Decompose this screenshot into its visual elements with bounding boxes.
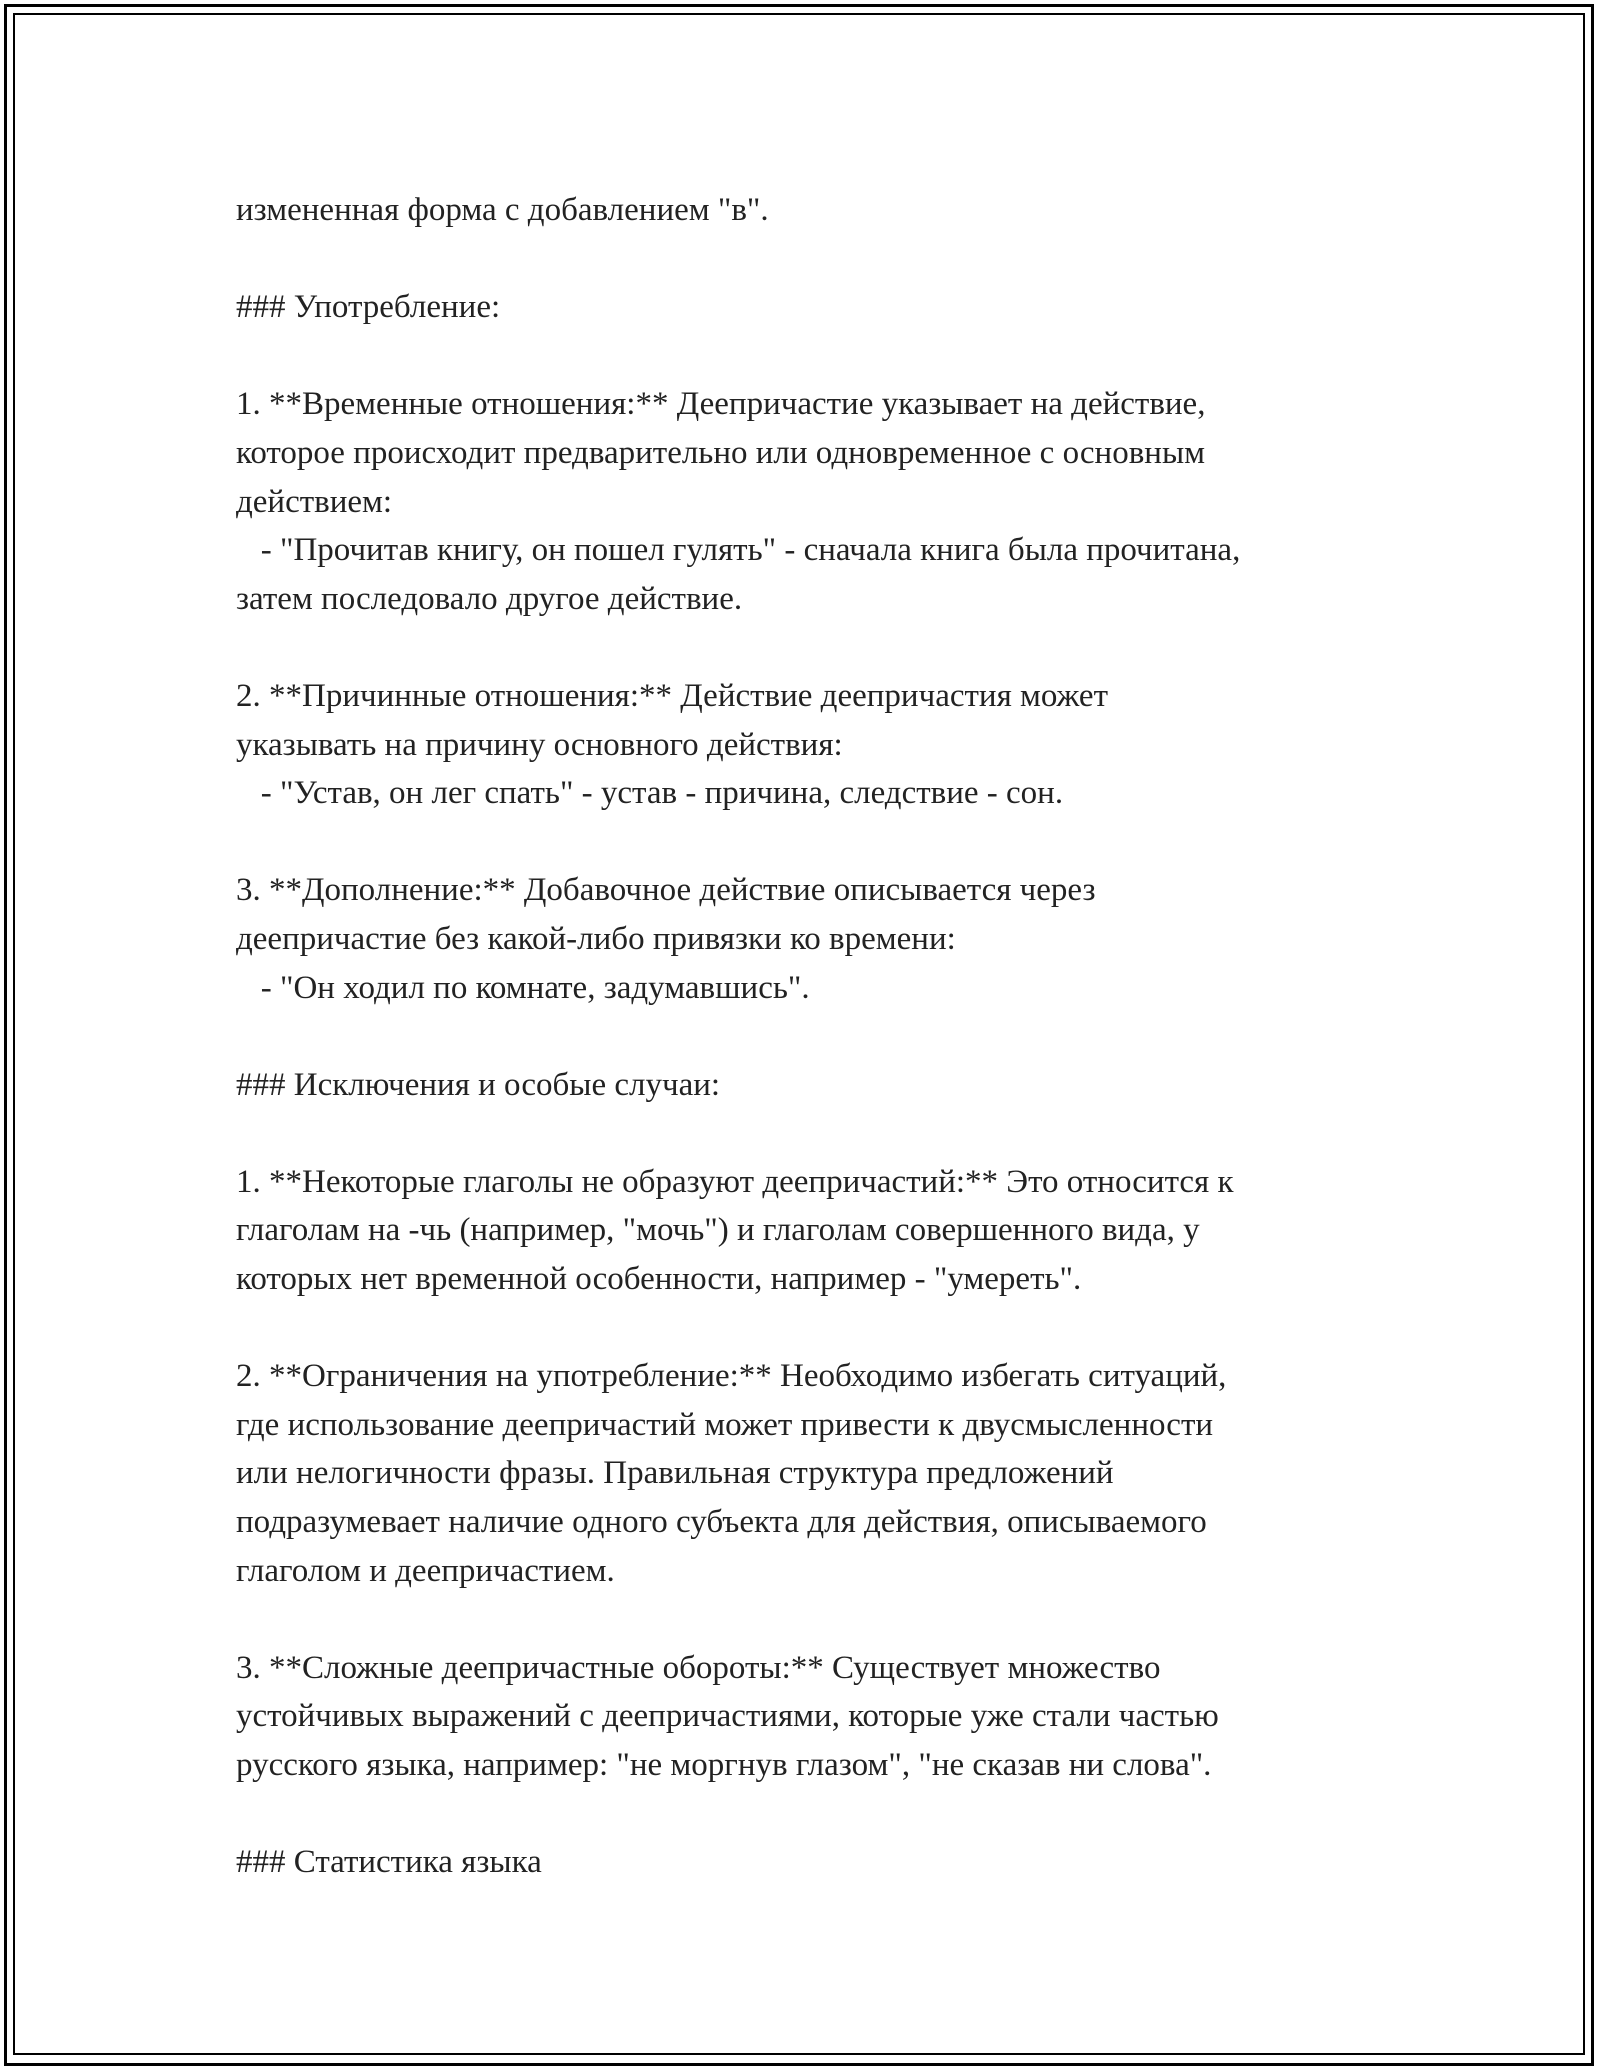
example-line: - "Прочитав книгу, он пошел гулять" - сначала книга была прочитана,	[236, 532, 1241, 569]
text-line: измененная форма с добавлением "в".	[236, 192, 769, 228]
blank-line	[236, 1109, 1416, 1158]
list-item-line: где использование деепричастий может привести к двусмысленности	[236, 1406, 1214, 1443]
blank-line	[236, 1790, 1416, 1839]
section-heading: ### Исключения и особые случаи:	[236, 1066, 721, 1103]
list-item-line: которых нет временной особенности, например - "умереть".	[236, 1261, 1082, 1298]
section-heading: ### Употребление:	[236, 289, 501, 326]
list-item-line: которое происходит предварительно или одновременное с основным	[236, 434, 1206, 471]
example-line: - "Устав, он лег спать" - устав - причина, следствие - сон.	[236, 775, 1064, 812]
list-item-line: 1. **Некоторые глаголы не образуют деепричастий:** Это относится к	[236, 1163, 1234, 1200]
list-item-line: русского языка, например: "не моргнув глазом", "не сказав ни слова".	[236, 1747, 1212, 1783]
section-heading: ### Статистика языка	[236, 1844, 542, 1881]
document-body	[236, 186, 1416, 1887]
list-item-line: деепричастие без какой-либо привязки ко времени:	[236, 920, 956, 957]
list-item-line: 3. **Дополнение:** Добавочное действие описывается через	[236, 872, 1096, 909]
blank-line	[236, 818, 1416, 867]
list-item-line: указывать на причину основного действия:	[236, 726, 843, 763]
list-item-line: глаголом и деепричастием.	[236, 1552, 615, 1589]
blank-line	[236, 623, 1416, 672]
example-line: затем последовало другое действие.	[236, 580, 743, 617]
blank-line	[236, 235, 1416, 284]
blank-line	[236, 1304, 1416, 1353]
list-item-line: глаголам на -чь (например, "мочь") и глаголам совершенного вида, у	[236, 1212, 1200, 1249]
list-item-line: 1. **Временные отношения:** Деепричастие указывает на действие,	[236, 386, 1206, 423]
list-item-line: 2. **Причинные отношения:** Действие деепричастия может	[236, 677, 1108, 714]
list-item-line: 3. **Сложные деепричастные обороты:** Существует множество	[236, 1649, 1161, 1686]
example-line: - "Он ходил по комнате, задумавшись".	[236, 969, 810, 1006]
list-item-line: устойчивых выражений с деепричастиями, которые уже стали частью	[236, 1698, 1219, 1735]
blank-line	[236, 1595, 1416, 1644]
blank-line	[236, 1012, 1416, 1061]
list-item-line: подразумевает наличие одного субъекта для действия, описываемого	[236, 1504, 1207, 1541]
list-item-line: или нелогичности фразы. Правильная структура предложений	[236, 1455, 1114, 1492]
list-item-line: 2. **Ограничения на употребление:** Необходимо избегать ситуаций,	[236, 1358, 1227, 1395]
list-item-line: действием:	[236, 483, 393, 520]
blank-line	[236, 332, 1416, 381]
